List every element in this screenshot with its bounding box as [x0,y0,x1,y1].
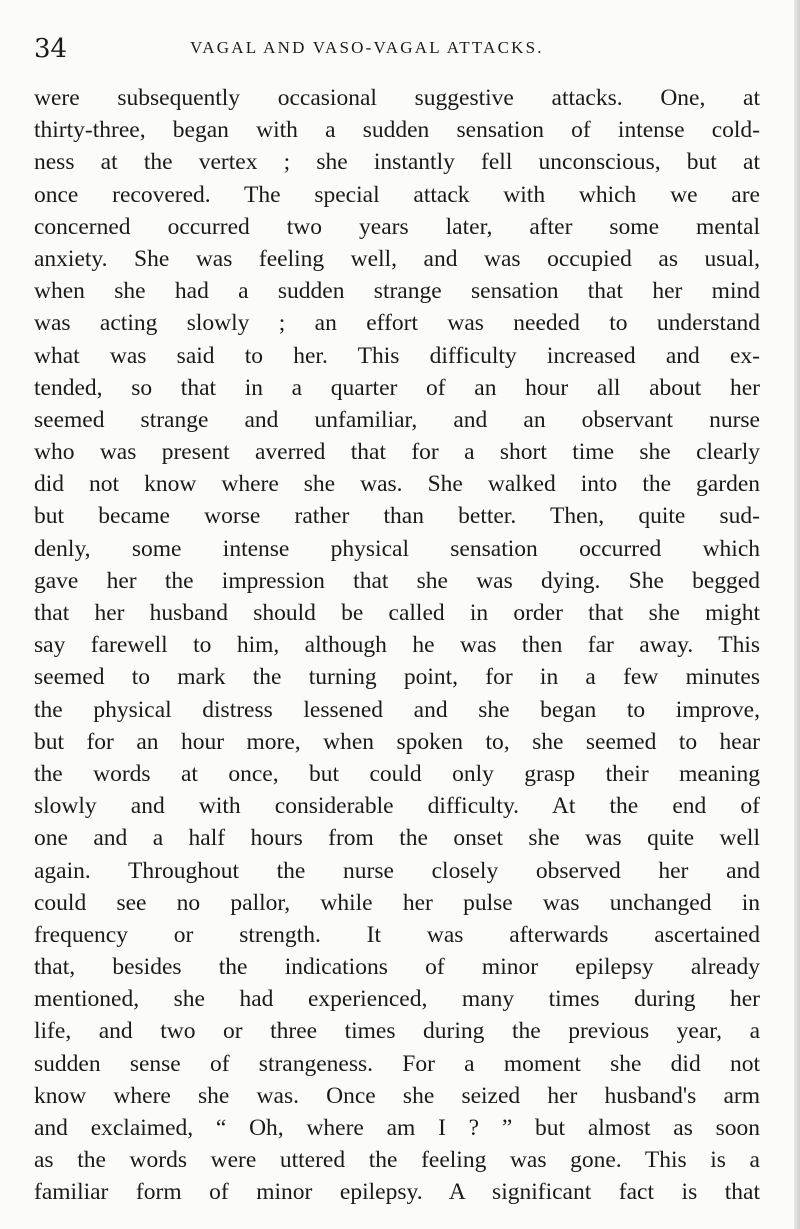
text-line: but became worse rather than better. Then, quite sud- [34,503,760,530]
text-line: one and a half hours from the onset she was quite well [34,825,760,852]
text-line: the words at once, but could only grasp their meaning [34,760,760,787]
text-line: and exclaimed, “ Oh, where am I ? ” but almost as soon [34,1115,760,1141]
text-line: life, and two or three times during the previous year, a [34,1018,760,1045]
text-line: once recovered. The special attack with which we are [34,181,760,208]
text-line: were subsequently occasional suggestive attacks. One, at [34,85,760,111]
text-line: frequency or strength. It was afterwards ascertained [34,921,760,948]
text-line: did not know where she was. She walked into the garden [34,471,760,498]
text-line: as the words were uttered the feeling was gone. This is a [34,1147,760,1174]
text-line: slowly and with considerable difficulty. At the end of [34,793,760,820]
text-line: that her husband should be called in order that she might [34,600,760,626]
text-line: tended, so that in a quarter of an hour all about her [34,374,760,401]
text-line: was acting slowly ; an effort was needed to understand [34,310,760,337]
text-line: who was present averred that for a short time she clearly [34,439,760,466]
text-line: concerned occurred two years later, after some mental [34,213,760,240]
text-line: that, besides the indications of minor epilepsy already [34,954,760,981]
text-line: when she had a sudden strange sensation that her mind [34,278,760,305]
page-number: 34 [34,34,68,64]
text-line: what was said to her. This difficulty increased and ex- [34,342,760,369]
text-line: seemed strange and unfamiliar, and an observant nurse [34,406,760,433]
running-title: VAGAL AND VASO-VAGAL ATTACKS. [190,38,544,57]
text-line: sudden sense of strangeness. For a moment she did not [34,1050,760,1077]
page-edge [794,0,800,1229]
text-line: anxiety. She was feeling well, and was occupied as usual, [34,245,760,272]
text-line: seemed to mark the turning point, for in a few minutes [34,664,760,691]
text-line: familiar form of minor epilepsy. A significant fact is that [34,1179,760,1206]
text-line: the physical distress lessened and she began to improve, [34,696,760,723]
text-line: know where she was. Once she seized her husband's arm [34,1082,760,1109]
body-text [34,82,760,1209]
text-line: ness at the vertex ; she instantly fell unconscious, but at [34,149,760,176]
text-line: could see no pallor, while her pulse was unchanged in [34,889,760,916]
text-line: thirty-three, began with a sudden sensation of intense cold- [34,117,760,144]
text-line: gave her the impression that she was dying. She begged [34,567,760,594]
text-line: mentioned, she had experienced, many times during her [34,986,760,1013]
running-head [34,30,764,64]
text-line: say farewell to him, although he was then far away. This [34,632,760,659]
text-line: again. Throughout the nurse closely observed her and [34,857,760,884]
text-line: denly, some intense physical sensation occurred which [34,535,760,562]
text-line: but for an hour more, when spoken to, she seemed to hear [34,728,760,755]
